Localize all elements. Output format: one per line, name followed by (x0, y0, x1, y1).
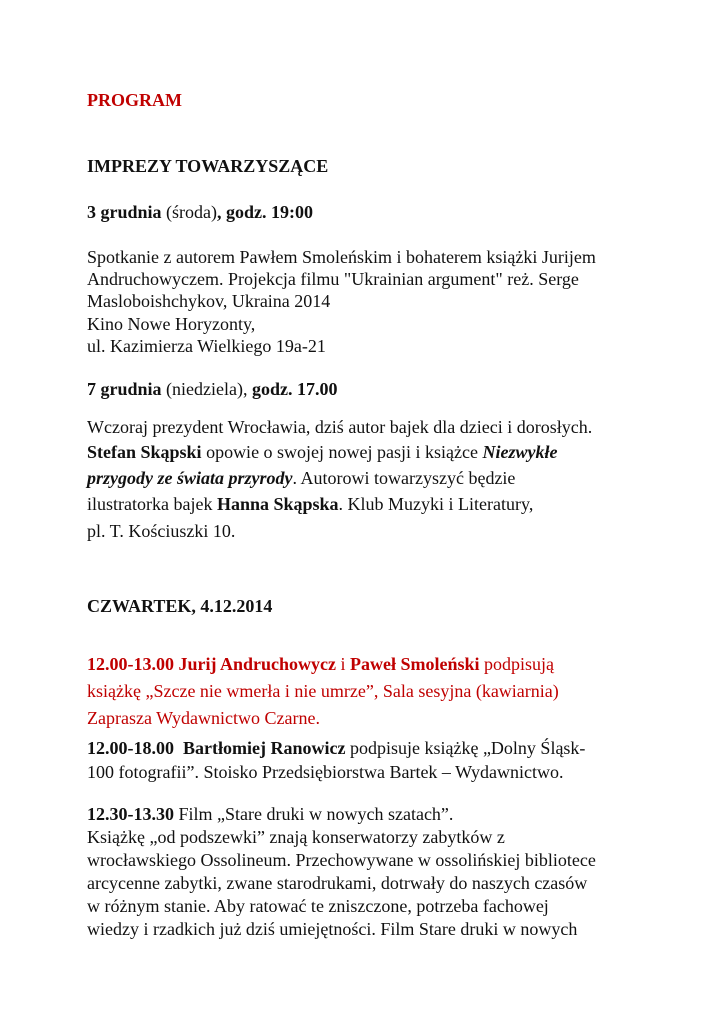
event2-day: (niedziela), (161, 379, 252, 399)
event2-text: opowie o swojej nowej pasji i książce (201, 442, 483, 462)
thursday-item3-line: wiedzy i rzadkich już dziś umiejętności. Film Stare druki w nowych (87, 919, 578, 939)
item1-author2: Paweł Smoleński (350, 654, 480, 674)
thursday-item1-line: książkę „Szcze nie wmerła i nie umrze”, Sala sesyjna (kawiarnia) (87, 681, 559, 701)
thursday-item3-line: arcycenne zabytki, zwane starodrukami, dotrwały do naszych czasów (87, 873, 588, 893)
item2-text: podpisuje książkę „Dolny Śląsk- (345, 738, 586, 758)
event2-date-label: 7 grudnia (87, 379, 162, 399)
thursday-item2-line: 100 fotografii”. Stoisko Przedsiębiorstwa Bartek – Wydawnictwo. (87, 762, 564, 782)
event2-address: pl. T. Kościuszki 10. (87, 521, 236, 541)
thursday-item3-line: w różnym stanie. Aby ratować te zniszczone, potrzeba fachowej (87, 896, 549, 916)
event1-day: (środa) (161, 202, 218, 222)
event2-line (87, 467, 515, 489)
item2-time: 12.00-18.00 (87, 738, 174, 758)
thursday-item1-line (87, 653, 554, 675)
event2-line: Wczoraj prezydent Wrocławia, dziś autor bajek dla dzieci i dorosłych. (87, 417, 593, 437)
item3-text: Film „Stare druki w nowych szatach”. (174, 804, 454, 824)
event2-author: Stefan Skąpski (87, 442, 202, 462)
event2-illustrator: Hanna Skąpska (216, 494, 339, 514)
event2-book-title: Niezwykłe (482, 442, 558, 462)
event1-date-label: 3 grudnia (87, 202, 162, 222)
event1-line: Spotkanie z autorem Pawłem Smoleńskim i bohaterem książki Jurijem (87, 247, 596, 267)
event1-time: , godz. 19:00 (217, 202, 314, 222)
event2-text: . Autorowi towarzyszyć będzie (292, 468, 516, 488)
event2-time: godz. 17.00 (251, 379, 338, 399)
event2-text: . Klub Muzyki i Literatury, (338, 494, 534, 514)
event1-venue: Kino Nowe Horyzonty, (87, 314, 256, 334)
thursday-item3-line (87, 803, 453, 825)
thursday-item3-line: Książkę „od podszewki” znają konserwatorzy zabytków z (87, 827, 505, 847)
event2-date (87, 378, 337, 400)
event2-line (87, 441, 557, 463)
events-heading: IMPREZY TOWARZYSZĄCE (87, 156, 329, 176)
event1-date (87, 201, 313, 223)
item1-time: 12.00-13.00 (87, 654, 174, 674)
item1-text: podpisują (479, 654, 555, 674)
thursday-item3-line: wrocławskiego Ossolineum. Przechowywane w ossolińskiej bibliotece (87, 850, 596, 870)
program-heading: PROGRAM (87, 90, 182, 110)
thursday-item2-line (87, 737, 585, 759)
item2-author: Bartłomiej Ranowicz (183, 738, 346, 758)
event1-line: Masloboishchykov, Ukraina 2014 (87, 291, 331, 311)
item1-and: i (336, 654, 351, 674)
event1-address: ul. Kazimierza Wielkiego 19a-21 (87, 336, 326, 356)
event1-line: Andruchowyczem. Projekcja filmu "Ukrainian argument" reż. Serge (87, 269, 579, 289)
item1-author1: Jurij Andruchowycz (178, 654, 336, 674)
thursday-item1-line: Zaprasza Wydawnictwo Czarne. (87, 708, 320, 728)
event2-text: ilustratorka bajek (87, 494, 217, 514)
item3-time: 12.30-13.30 (87, 804, 174, 824)
event2-line (87, 493, 533, 515)
event2-book-title: przygody ze świata przyrody (87, 468, 293, 488)
thursday-heading: CZWARTEK, 4.12.2014 (87, 596, 273, 616)
